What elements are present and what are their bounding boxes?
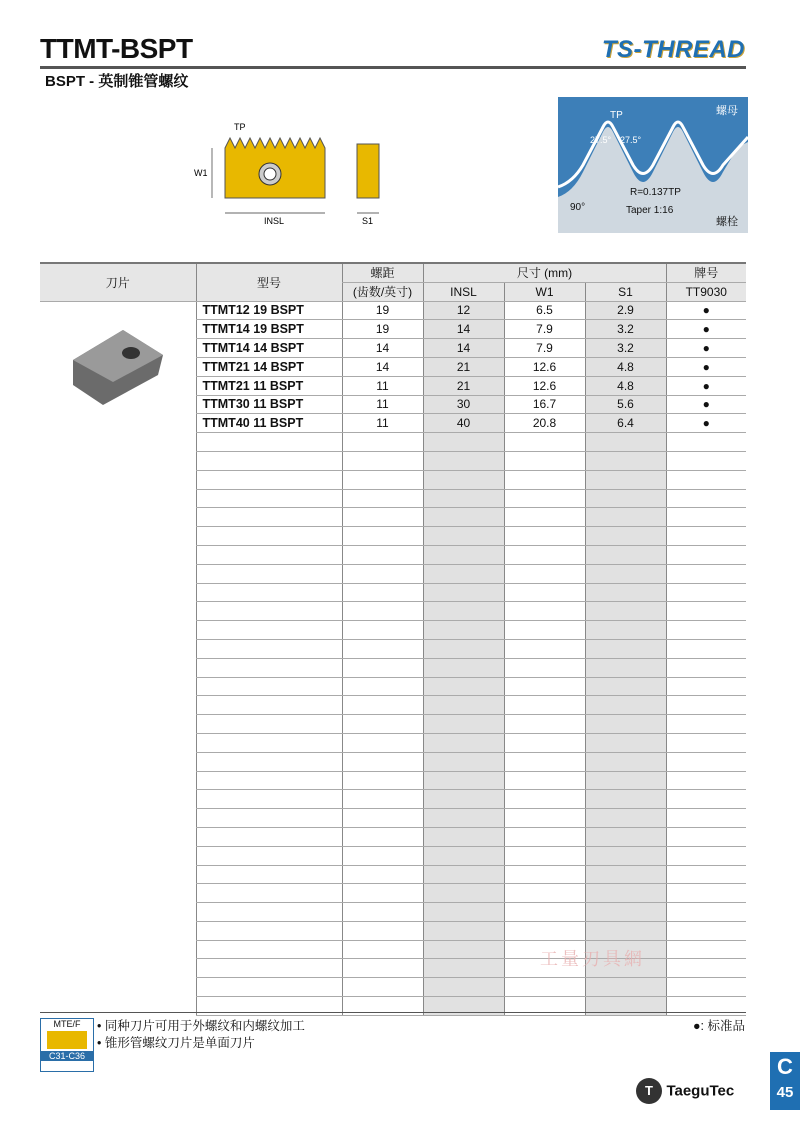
cell-pitch: 19 bbox=[342, 301, 423, 320]
reference-badge bbox=[40, 1018, 94, 1072]
cell-pitch bbox=[342, 940, 423, 959]
cell-pitch: 14 bbox=[342, 339, 423, 358]
cell-s1 bbox=[585, 865, 666, 884]
cell-grade bbox=[666, 846, 746, 865]
cell-pitch bbox=[342, 846, 423, 865]
cell-model bbox=[196, 715, 342, 734]
cell-w1 bbox=[504, 527, 585, 546]
cell-pitch bbox=[342, 508, 423, 527]
cell-pitch bbox=[342, 696, 423, 715]
cell-insl bbox=[423, 846, 504, 865]
cell-pitch bbox=[342, 451, 423, 470]
col-w1-header: W1 bbox=[504, 282, 585, 301]
cell-pitch bbox=[342, 658, 423, 677]
cell-grade bbox=[666, 771, 746, 790]
cell-insl: 21 bbox=[423, 357, 504, 376]
cell-model bbox=[196, 621, 342, 640]
cell-grade bbox=[666, 583, 746, 602]
cell-w1 bbox=[504, 677, 585, 696]
cell-insl: 40 bbox=[423, 414, 504, 433]
cell-pitch: 11 bbox=[342, 376, 423, 395]
cell-s1 bbox=[585, 827, 666, 846]
cell-insl bbox=[423, 733, 504, 752]
cell-model bbox=[196, 790, 342, 809]
note-2: • 锥形管螺纹刀片是单面刀片 bbox=[97, 1036, 255, 1050]
cell-grade bbox=[666, 809, 746, 828]
cell-s1 bbox=[585, 696, 666, 715]
cell-s1: 6.4 bbox=[585, 414, 666, 433]
cell-s1 bbox=[585, 884, 666, 903]
cell-pitch bbox=[342, 771, 423, 790]
company-logo bbox=[636, 1078, 734, 1108]
cell-w1 bbox=[504, 545, 585, 564]
cell-w1 bbox=[504, 715, 585, 734]
cell-grade bbox=[666, 940, 746, 959]
table-row bbox=[40, 301, 746, 320]
cell-w1 bbox=[504, 621, 585, 640]
cell-model bbox=[196, 677, 342, 696]
col-model-header: 型号 bbox=[196, 263, 342, 301]
cell-s1: 3.2 bbox=[585, 320, 666, 339]
cell-s1 bbox=[585, 846, 666, 865]
cell-grade bbox=[666, 508, 746, 527]
cell-model bbox=[196, 752, 342, 771]
cell-w1: 7.9 bbox=[504, 320, 585, 339]
cell-w1 bbox=[504, 865, 585, 884]
cell-model bbox=[196, 959, 342, 978]
tp-label-right: TP bbox=[610, 110, 623, 121]
cell-insl bbox=[423, 959, 504, 978]
cell-grade bbox=[666, 545, 746, 564]
cell-insl bbox=[423, 545, 504, 564]
cell-grade bbox=[666, 564, 746, 583]
col-pitch-header: 螺距 bbox=[342, 263, 423, 282]
cell-grade bbox=[666, 451, 746, 470]
cell-insl bbox=[423, 527, 504, 546]
cell-w1 bbox=[504, 696, 585, 715]
cell-pitch bbox=[342, 564, 423, 583]
cell-pitch bbox=[342, 827, 423, 846]
cell-s1 bbox=[585, 470, 666, 489]
cell-w1: 12.6 bbox=[504, 357, 585, 376]
cell-s1 bbox=[585, 677, 666, 696]
cell-model bbox=[196, 545, 342, 564]
cell-insl bbox=[423, 752, 504, 771]
cell-w1: 20.8 bbox=[504, 414, 585, 433]
taegutec-logo-icon: T bbox=[636, 1078, 662, 1104]
note-1: • 同种刀片可用于外螺纹和内螺纹加工 bbox=[97, 1019, 305, 1033]
col-insert-header: 刀片 bbox=[40, 263, 196, 301]
cell-s1 bbox=[585, 583, 666, 602]
cell-pitch bbox=[342, 677, 423, 696]
cell-s1 bbox=[585, 978, 666, 997]
cell-s1: 3.2 bbox=[585, 339, 666, 358]
cell-w1 bbox=[504, 508, 585, 527]
cell-insl bbox=[423, 921, 504, 940]
cell-insl: 21 bbox=[423, 376, 504, 395]
cell-insl bbox=[423, 639, 504, 658]
brand-logo: TS-THREAD bbox=[601, 36, 745, 63]
cell-grade: ● bbox=[666, 376, 746, 395]
cell-s1 bbox=[585, 790, 666, 809]
cell-pitch bbox=[342, 752, 423, 771]
cell-insl: 14 bbox=[423, 339, 504, 358]
cell-s1 bbox=[585, 903, 666, 922]
radius-label: R=0.137TP bbox=[630, 187, 681, 198]
angle90-label: 90° bbox=[570, 202, 586, 213]
cell-pitch bbox=[342, 978, 423, 997]
cell-pitch bbox=[342, 602, 423, 621]
page-tab bbox=[770, 1052, 800, 1110]
cell-w1: 16.7 bbox=[504, 395, 585, 414]
cell-pitch bbox=[342, 884, 423, 903]
cell-insl bbox=[423, 451, 504, 470]
cell-pitch: 11 bbox=[342, 414, 423, 433]
cell-grade bbox=[666, 733, 746, 752]
cell-insl bbox=[423, 470, 504, 489]
cell-s1 bbox=[585, 508, 666, 527]
cell-insl: 12 bbox=[423, 301, 504, 320]
cell-insl bbox=[423, 508, 504, 527]
cell-w1 bbox=[504, 771, 585, 790]
cell-s1 bbox=[585, 733, 666, 752]
cell-w1 bbox=[504, 489, 585, 508]
col-s1-header: S1 bbox=[585, 282, 666, 301]
cell-w1 bbox=[504, 921, 585, 940]
cell-s1 bbox=[585, 433, 666, 452]
cell-grade: ● bbox=[666, 414, 746, 433]
w1-label: W1 bbox=[194, 168, 208, 178]
cell-insl bbox=[423, 809, 504, 828]
col-dims-header: 尺寸 (mm) bbox=[423, 263, 666, 282]
cell-insl bbox=[423, 884, 504, 903]
page-title: TTMT-BSPT bbox=[40, 33, 193, 64]
cell-grade bbox=[666, 978, 746, 997]
cell-s1 bbox=[585, 451, 666, 470]
cell-model bbox=[196, 940, 342, 959]
cell-s1 bbox=[585, 639, 666, 658]
cell-insl bbox=[423, 903, 504, 922]
cell-w1 bbox=[504, 752, 585, 771]
cell-insl bbox=[423, 696, 504, 715]
cell-insl bbox=[423, 489, 504, 508]
cell-w1 bbox=[504, 884, 585, 903]
cell-s1 bbox=[585, 658, 666, 677]
cell-insl bbox=[423, 715, 504, 734]
cell-model bbox=[196, 602, 342, 621]
cell-insl bbox=[423, 978, 504, 997]
tp-label: TP bbox=[234, 122, 246, 132]
cell-s1 bbox=[585, 809, 666, 828]
cell-insl bbox=[423, 583, 504, 602]
cell-w1 bbox=[504, 470, 585, 489]
cell-pitch: 19 bbox=[342, 320, 423, 339]
thread-profile-diagram bbox=[558, 97, 748, 233]
cell-grade bbox=[666, 470, 746, 489]
cell-grade bbox=[666, 639, 746, 658]
cell-grade bbox=[666, 715, 746, 734]
header-rule bbox=[40, 66, 746, 69]
cell-w1 bbox=[504, 733, 585, 752]
cell-model bbox=[196, 846, 342, 865]
cell-model bbox=[196, 733, 342, 752]
cell-model: TTMT14 14 BSPT bbox=[196, 339, 342, 358]
cell-model bbox=[196, 658, 342, 677]
cell-model bbox=[196, 508, 342, 527]
s1-label: S1 bbox=[362, 216, 374, 226]
cell-w1 bbox=[504, 433, 585, 452]
cell-s1 bbox=[585, 564, 666, 583]
cell-w1: 7.9 bbox=[504, 339, 585, 358]
cell-model: TTMT40 11 BSPT bbox=[196, 414, 342, 433]
insert-image bbox=[40, 301, 196, 1015]
cell-model bbox=[196, 696, 342, 715]
cell-insl bbox=[423, 658, 504, 677]
cell-s1: 4.8 bbox=[585, 357, 666, 376]
cell-grade bbox=[666, 658, 746, 677]
spec-table bbox=[40, 262, 746, 1016]
cell-model bbox=[196, 583, 342, 602]
cell-pitch bbox=[342, 809, 423, 828]
cell-pitch bbox=[342, 959, 423, 978]
cell-pitch bbox=[342, 639, 423, 658]
cell-grade: ● bbox=[666, 357, 746, 376]
cell-w1 bbox=[504, 978, 585, 997]
cell-w1 bbox=[504, 827, 585, 846]
cell-pitch bbox=[342, 621, 423, 640]
bolt-label: 螺栓 bbox=[716, 216, 738, 228]
col-grade-sub-header: TT9030 bbox=[666, 282, 746, 301]
page-subtitle: BSPT - 英制锥管螺纹 bbox=[45, 73, 189, 90]
cell-pitch bbox=[342, 583, 423, 602]
cell-s1 bbox=[585, 621, 666, 640]
holder-icon bbox=[47, 1031, 87, 1049]
page-number: 45 bbox=[776, 1084, 794, 1101]
taper-label: Taper 1:16 bbox=[626, 205, 674, 216]
cell-pitch bbox=[342, 733, 423, 752]
cell-insl bbox=[423, 827, 504, 846]
angle-left-label: 27.5° bbox=[590, 135, 612, 145]
cell-grade bbox=[666, 489, 746, 508]
cell-grade: ● bbox=[666, 395, 746, 414]
cell-w1: 6.5 bbox=[504, 301, 585, 320]
cell-model bbox=[196, 527, 342, 546]
legend: ●: 标准品 bbox=[693, 1019, 745, 1033]
cell-model bbox=[196, 470, 342, 489]
insert-picture bbox=[63, 320, 173, 410]
cell-insl bbox=[423, 433, 504, 452]
cell-grade bbox=[666, 959, 746, 978]
cell-s1 bbox=[585, 602, 666, 621]
cell-s1 bbox=[585, 771, 666, 790]
cell-model bbox=[196, 639, 342, 658]
angle-right-label: 27.5° bbox=[620, 135, 642, 145]
cell-grade bbox=[666, 677, 746, 696]
cell-grade bbox=[666, 790, 746, 809]
cell-s1: 2.9 bbox=[585, 301, 666, 320]
cell-insl: 30 bbox=[423, 395, 504, 414]
cell-model bbox=[196, 884, 342, 903]
cell-pitch bbox=[342, 470, 423, 489]
cell-model bbox=[196, 771, 342, 790]
company-name: TaeguTec bbox=[666, 1082, 735, 1100]
cell-pitch bbox=[342, 865, 423, 884]
cell-grade bbox=[666, 921, 746, 940]
col-pitch-sub-header: (齿数/英寸) bbox=[342, 282, 423, 301]
col-grade-header: 牌号 bbox=[666, 263, 746, 282]
cell-w1 bbox=[504, 602, 585, 621]
cell-insl bbox=[423, 677, 504, 696]
cell-pitch bbox=[342, 527, 423, 546]
badge-bottom-label: C31-C36 bbox=[41, 1051, 93, 1061]
cell-grade bbox=[666, 752, 746, 771]
cell-s1 bbox=[585, 489, 666, 508]
cell-insl: 14 bbox=[423, 320, 504, 339]
watermark: 工量刃具網 bbox=[540, 949, 645, 969]
cell-grade bbox=[666, 827, 746, 846]
cell-model bbox=[196, 451, 342, 470]
cell-pitch bbox=[342, 790, 423, 809]
cell-insl bbox=[423, 865, 504, 884]
cell-w1 bbox=[504, 658, 585, 677]
table-bottom-rule bbox=[40, 1012, 746, 1013]
cell-model bbox=[196, 489, 342, 508]
cell-s1 bbox=[585, 752, 666, 771]
cell-s1 bbox=[585, 545, 666, 564]
cell-s1 bbox=[585, 715, 666, 734]
cell-insl bbox=[423, 602, 504, 621]
cell-pitch bbox=[342, 545, 423, 564]
cell-insl bbox=[423, 621, 504, 640]
cell-insl bbox=[423, 564, 504, 583]
cell-w1 bbox=[504, 903, 585, 922]
cell-grade bbox=[666, 903, 746, 922]
cell-model: TTMT12 19 BSPT bbox=[196, 301, 342, 320]
cell-model bbox=[196, 921, 342, 940]
cell-insl bbox=[423, 940, 504, 959]
cell-insl bbox=[423, 790, 504, 809]
cell-w1 bbox=[504, 790, 585, 809]
cell-model: TTMT30 11 BSPT bbox=[196, 395, 342, 414]
cell-model bbox=[196, 433, 342, 452]
cell-model: TTMT14 19 BSPT bbox=[196, 320, 342, 339]
cell-pitch bbox=[342, 715, 423, 734]
insl-label: INSL bbox=[264, 216, 285, 226]
cell-grade bbox=[666, 602, 746, 621]
cell-w1 bbox=[504, 809, 585, 828]
cell-model bbox=[196, 827, 342, 846]
cell-grade: ● bbox=[666, 320, 746, 339]
cell-pitch bbox=[342, 903, 423, 922]
insert-dimension-diagram bbox=[190, 118, 410, 228]
cell-model bbox=[196, 903, 342, 922]
cell-grade bbox=[666, 696, 746, 715]
nut-label: 螺母 bbox=[716, 105, 738, 117]
cell-grade bbox=[666, 884, 746, 903]
cell-w1 bbox=[504, 846, 585, 865]
cell-insl bbox=[423, 771, 504, 790]
cell-model bbox=[196, 564, 342, 583]
cell-pitch: 11 bbox=[342, 395, 423, 414]
tab-letter: C bbox=[777, 1054, 793, 1079]
cell-grade bbox=[666, 527, 746, 546]
cell-s1 bbox=[585, 921, 666, 940]
cell-model bbox=[196, 865, 342, 884]
cell-grade bbox=[666, 621, 746, 640]
cell-w1 bbox=[504, 583, 585, 602]
cell-s1: 4.8 bbox=[585, 376, 666, 395]
badge-top-label: MTE/F bbox=[53, 1019, 81, 1029]
cell-w1 bbox=[504, 564, 585, 583]
cell-grade: ● bbox=[666, 339, 746, 358]
cell-pitch: 14 bbox=[342, 357, 423, 376]
cell-pitch bbox=[342, 921, 423, 940]
cell-s1 bbox=[585, 527, 666, 546]
cell-grade bbox=[666, 433, 746, 452]
cell-grade bbox=[666, 865, 746, 884]
notes bbox=[97, 1018, 305, 1052]
cell-pitch bbox=[342, 433, 423, 452]
cell-w1 bbox=[504, 451, 585, 470]
col-insl-header: INSL bbox=[423, 282, 504, 301]
cell-pitch bbox=[342, 489, 423, 508]
cell-model: TTMT21 11 BSPT bbox=[196, 376, 342, 395]
cell-grade: ● bbox=[666, 301, 746, 320]
cell-s1: 5.6 bbox=[585, 395, 666, 414]
cell-model bbox=[196, 978, 342, 997]
cell-w1: 12.6 bbox=[504, 376, 585, 395]
cell-model bbox=[196, 809, 342, 828]
cell-w1 bbox=[504, 639, 585, 658]
cell-model: TTMT21 14 BSPT bbox=[196, 357, 342, 376]
